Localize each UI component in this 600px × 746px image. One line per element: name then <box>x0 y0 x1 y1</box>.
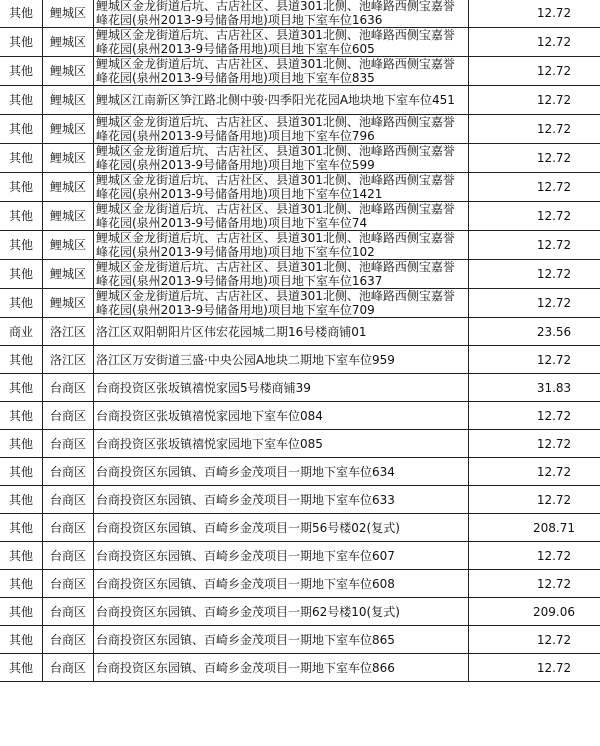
type-cell: 其他 <box>0 486 43 514</box>
table-row <box>0 289 600 318</box>
address-cell: 鲤城区金龙街道后坑、古店社区、县道301北侧、池峰路西侧宝嘉誉峰花园(泉州2013-9号储备用地)项目地下室车位835 <box>94 57 469 86</box>
table-row <box>0 486 600 514</box>
type-cell: 其他 <box>0 430 43 458</box>
area-cell: 208.71 <box>469 514 600 542</box>
area-cell: 12.72 <box>469 86 600 115</box>
table-row <box>0 598 600 626</box>
address-cell: 洛江区万安街道三盛·中央公园A地块二期地下室车位959 <box>94 346 469 374</box>
district-cell: 台商区 <box>43 598 94 626</box>
area-cell: 12.72 <box>469 289 600 318</box>
table-row <box>0 374 600 402</box>
address-cell: 台商投资区东园镇、百崎乡金茂项目一期56号楼02(复式) <box>94 514 469 542</box>
address-cell: 台商投资区东园镇、百崎乡金茂项目一期地下室车位865 <box>94 626 469 654</box>
district-cell: 鲤城区 <box>43 57 94 86</box>
type-cell: 其他 <box>0 570 43 598</box>
area-cell: 12.72 <box>469 115 600 144</box>
table-row <box>0 514 600 542</box>
type-cell: 其他 <box>0 115 43 144</box>
area-cell: 12.72 <box>469 458 600 486</box>
address-cell: 台商投资区东园镇、百崎乡金茂项目一期地下室车位608 <box>94 570 469 598</box>
table-row <box>0 542 600 570</box>
area-cell: 209.06 <box>469 598 600 626</box>
table-row <box>0 346 600 374</box>
district-cell: 鲤城区 <box>43 28 94 57</box>
area-cell: 12.72 <box>469 202 600 231</box>
table-row <box>0 86 600 115</box>
type-cell: 商业 <box>0 318 43 346</box>
type-cell: 其他 <box>0 173 43 202</box>
table-row <box>0 430 600 458</box>
table-row <box>0 458 600 486</box>
type-cell: 其他 <box>0 598 43 626</box>
table-row <box>0 402 600 430</box>
address-cell: 台商投资区东园镇、百崎乡金茂项目一期地下室车位633 <box>94 486 469 514</box>
area-cell: 12.72 <box>469 626 600 654</box>
area-cell: 23.56 <box>469 318 600 346</box>
type-cell: 其他 <box>0 86 43 115</box>
district-cell: 台商区 <box>43 542 94 570</box>
address-cell: 鲤城区金龙街道后坑、古店社区、县道301北侧、池峰路西侧宝嘉誉峰花园(泉州2013-9号储备用地)项目地下室车位1637 <box>94 260 469 289</box>
area-cell: 12.72 <box>469 654 600 682</box>
table-row <box>0 654 600 682</box>
table-row <box>0 28 600 57</box>
area-cell: 12.72 <box>469 231 600 260</box>
district-cell: 鲤城区 <box>43 260 94 289</box>
table-row <box>0 231 600 260</box>
address-cell: 鲤城区金龙街道后坑、古店社区、县道301北侧、池峰路西侧宝嘉誉峰花园(泉州2013-9号储备用地)项目地下室车位599 <box>94 144 469 173</box>
district-cell: 鲤城区 <box>43 0 94 28</box>
area-cell: 31.83 <box>469 374 600 402</box>
table-row <box>0 318 600 346</box>
area-cell: 12.72 <box>469 486 600 514</box>
district-cell: 鲤城区 <box>43 144 94 173</box>
area-cell: 12.72 <box>469 57 600 86</box>
address-cell: 鲤城区金龙街道后坑、古店社区、县道301北侧、池峰路西侧宝嘉誉峰花园(泉州2013-9号储备用地)项目地下室车位74 <box>94 202 469 231</box>
district-cell: 台商区 <box>43 402 94 430</box>
address-cell: 洛江区双阳朝阳片区伟宏花园城二期16号楼商铺01 <box>94 318 469 346</box>
district-cell: 台商区 <box>43 654 94 682</box>
address-cell: 鲤城区金龙街道后坑、古店社区、县道301北侧、池峰路西侧宝嘉誉峰花园(泉州2013-9号储备用地)项目地下室车位1636 <box>94 0 469 28</box>
address-cell: 台商投资区东园镇、百崎乡金茂项目一期地下室车位607 <box>94 542 469 570</box>
type-cell: 其他 <box>0 144 43 173</box>
type-cell: 其他 <box>0 402 43 430</box>
area-cell: 12.72 <box>469 173 600 202</box>
district-cell: 鲤城区 <box>43 202 94 231</box>
table-row <box>0 144 600 173</box>
address-cell: 鲤城区江南新区笋江路北侧中骏·四季阳光花园A地块地下室车位451 <box>94 86 469 115</box>
address-cell: 台商投资区张坂镇禧悦家园地下室车位084 <box>94 402 469 430</box>
district-cell: 台商区 <box>43 374 94 402</box>
address-cell: 台商投资区东园镇、百崎乡金茂项目一期地下室车位866 <box>94 654 469 682</box>
type-cell: 其他 <box>0 626 43 654</box>
district-cell: 台商区 <box>43 570 94 598</box>
table-row <box>0 115 600 144</box>
address-cell: 台商投资区张坂镇禧悦家园地下室车位085 <box>94 430 469 458</box>
type-cell: 其他 <box>0 542 43 570</box>
table-row <box>0 202 600 231</box>
type-cell: 其他 <box>0 260 43 289</box>
type-cell: 其他 <box>0 231 43 260</box>
type-cell: 其他 <box>0 0 43 28</box>
type-cell: 其他 <box>0 202 43 231</box>
area-cell: 12.72 <box>469 542 600 570</box>
type-cell: 其他 <box>0 654 43 682</box>
district-cell: 台商区 <box>43 430 94 458</box>
district-cell: 台商区 <box>43 626 94 654</box>
address-cell: 鲤城区金龙街道后坑、古店社区、县道301北侧、池峰路西侧宝嘉誉峰花园(泉州2013-9号储备用地)项目地下室车位796 <box>94 115 469 144</box>
area-cell: 12.72 <box>469 144 600 173</box>
address-cell: 鲤城区金龙街道后坑、古店社区、县道301北侧、池峰路西侧宝嘉誉峰花园(泉州2013-9号储备用地)项目地下室车位1421 <box>94 173 469 202</box>
area-cell: 12.72 <box>469 402 600 430</box>
district-cell: 鲤城区 <box>43 231 94 260</box>
type-cell: 其他 <box>0 374 43 402</box>
area-cell: 12.72 <box>469 430 600 458</box>
type-cell: 其他 <box>0 57 43 86</box>
type-cell: 其他 <box>0 289 43 318</box>
table-row <box>0 173 600 202</box>
district-cell: 鲤城区 <box>43 289 94 318</box>
area-cell: 12.72 <box>469 0 600 28</box>
type-cell: 其他 <box>0 346 43 374</box>
table-row <box>0 626 600 654</box>
type-cell: 其他 <box>0 514 43 542</box>
district-cell: 鲤城区 <box>43 115 94 144</box>
address-cell: 鲤城区金龙街道后坑、古店社区、县道301北侧、池峰路西侧宝嘉誉峰花园(泉州2013-9号储备用地)项目地下室车位102 <box>94 231 469 260</box>
address-cell: 台商投资区张坂镇禧悦家园5号楼商铺39 <box>94 374 469 402</box>
address-cell: 台商投资区东园镇、百崎乡金茂项目一期62号楼10(复式) <box>94 598 469 626</box>
district-cell: 鲤城区 <box>43 86 94 115</box>
type-cell: 其他 <box>0 458 43 486</box>
area-cell: 12.72 <box>469 570 600 598</box>
district-cell: 台商区 <box>43 458 94 486</box>
address-cell: 台商投资区东园镇、百崎乡金茂项目一期地下室车位634 <box>94 458 469 486</box>
table-row <box>0 570 600 598</box>
area-cell: 12.72 <box>469 28 600 57</box>
type-cell: 其他 <box>0 28 43 57</box>
address-cell: 鲤城区金龙街道后坑、古店社区、县道301北侧、池峰路西侧宝嘉誉峰花园(泉州2013-9号储备用地)项目地下室车位709 <box>94 289 469 318</box>
district-cell: 鲤城区 <box>43 173 94 202</box>
table-row <box>0 0 600 28</box>
district-cell: 台商区 <box>43 514 94 542</box>
table-row <box>0 57 600 86</box>
area-cell: 12.72 <box>469 260 600 289</box>
district-cell: 洛江区 <box>43 346 94 374</box>
district-cell: 洛江区 <box>43 318 94 346</box>
district-cell: 台商区 <box>43 486 94 514</box>
table-row <box>0 260 600 289</box>
area-cell: 12.72 <box>469 346 600 374</box>
address-cell: 鲤城区金龙街道后坑、古店社区、县道301北侧、池峰路西侧宝嘉誉峰花园(泉州2013-9号储备用地)项目地下室车位605 <box>94 28 469 57</box>
